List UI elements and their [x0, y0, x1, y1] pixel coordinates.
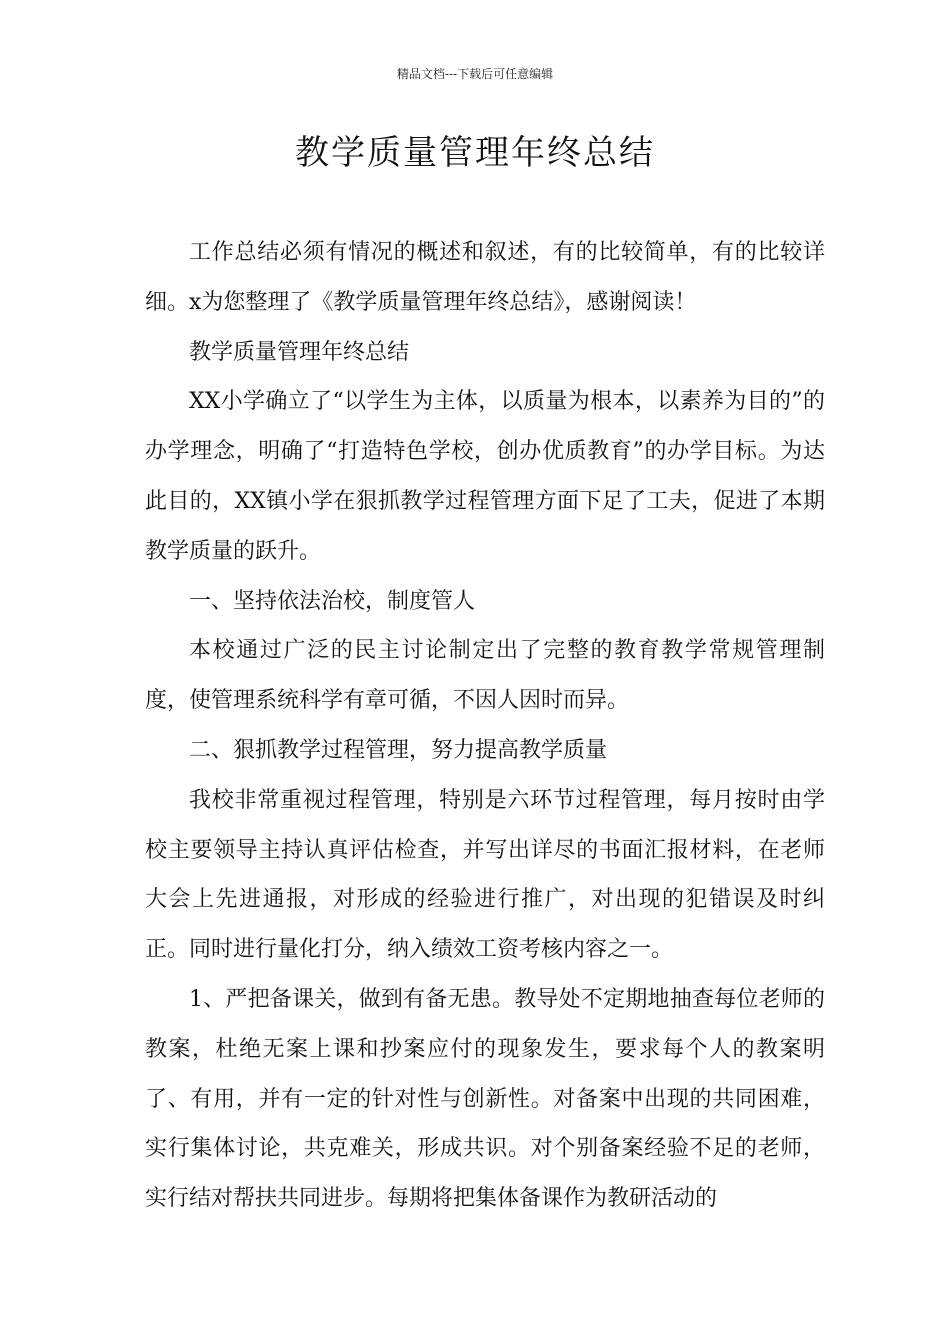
- paragraph-school-philosophy: XX小学确立了“以学生为主体，以质量为根本，以素养为目的”的办学理念，明确了“打造特色学校，创办优质教育”的办学目标。为达此目的，XX镇小学在狠抓教学过程管理方面下足了工夫，促进了本期教学质量的跃升。: [145, 389, 825, 564]
- section-heading-2: 二、狠抓教学过程管理，努力提高教学质量: [189, 737, 608, 763]
- page-header-note: 精品文档---下载后可任意编辑: [396, 67, 554, 81]
- paragraph-intro: 工作总结必须有情况的概述和叙述，有的比较简单，有的比较详细。x为您整理了《教学质量管理年终总结》，感谢阅读！: [145, 240, 825, 315]
- document-title: 教学质量管理年终总结: [295, 133, 655, 173]
- paragraph-subtitle: 教学质量管理年终总结: [189, 339, 410, 365]
- section-heading-1: 一、坚持依法治校，制度管人: [189, 588, 476, 614]
- paragraph-management-system: 本校通过广泛的民主讨论制定出了完整的教育教学常规管理制度，使管理系统科学有章可循，不因人因时而异。: [145, 638, 825, 714]
- paragraph-process-management: 我校非常重视过程管理，特别是六环节过程管理，每月按时由学校主要领导主持认真评估检查，并写出详尽的书面汇报材料，在老师大会上先进通报，对形成的经验进行推广，对出现的犯错误及时纠正。同时进行量化打分，纳入绩效工资考核内容之一。: [145, 787, 825, 963]
- document-body: [145, 228, 825, 1224]
- paragraph-lesson-preparation: 1、严把备课关，做到有备无患。教导处不定期地抽查每位老师的教案，杜绝无案上课和抄案应付的现象发生，要求每个人的教案明了、有用，并有一定的针对性与创新性。对备案中出现的共同困难，实行集体讨论，共克难关，形成共识。对个别备案经验不足的老师，实行结对帮扶共同进步。每期将把集体备课作为教研活动的: [145, 986, 825, 1212]
